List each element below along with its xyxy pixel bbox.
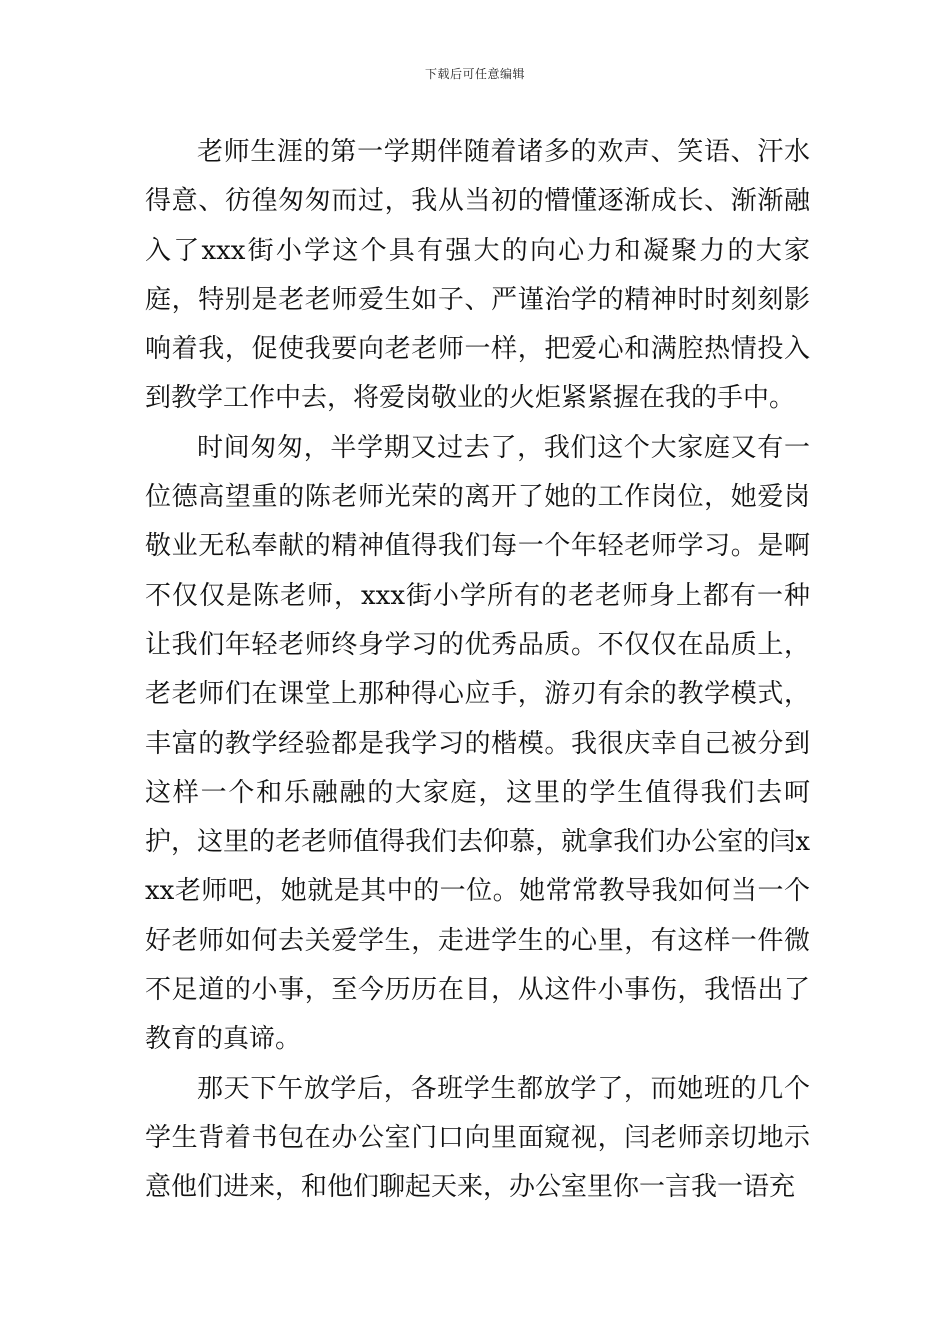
paragraph-1: 老师生涯的第一学期伴随着诸多的欢声、笑语、汗水得意、彷徨匆匆而过，我从当初的懵懂逐渐成长、渐渐融入了xxx街小学这个具有强大的向心力和凝聚力的大家庭，特别是老老师爱生如子、严谨治学的精神时时刻刻影响着我，促使我要向老老师一样，把爱心和满腔热情投入到教学工作中去，将爱岗敬业的火炬紧紧握在我的手中。	[145, 137, 810, 414]
document-body	[145, 128, 810, 1213]
paragraph-3: 那天下午放学后，各班学生都放学了，而她班的几个学生背着书包在办公室门口向里面窥视，闫老师亲切地示意他们进来，和他们聊起天来，办公室里你一言我一语充	[145, 1073, 810, 1203]
header-note: 下载后可任意编辑	[424, 67, 525, 81]
paragraph-2: 时间匆匆，半学期又过去了，我们这个大家庭又有一位德高望重的陈老师光荣的离开了她的工作岗位，她爱岗敬业无私奉献的精神值得我们每一个年轻老师学习。是啊不仅仅是陈老师，xxx街小学所有的老老师身上都有一种让我们年轻老师终身学习的优秀品质。不仅仅在品质上，老老师们在课堂上那种得心应手，游刃有余的教学模式，丰富的教学经验都是我学习的楷模。我很庆幸自己被分到这样一个和乐融融的大家庭，这里的学生值得我们去呵护，这里的老老师值得我们去仰慕，就拿我们办公室的闫xxx老师吧，她就是其中的一位。她常常教导我如何当一个好老师如何去关爱学生，走进学生的心里，有这样一件微不足道的小事，至今历历在目，从这件小事伤，我悟出了教育的真谛。	[145, 432, 810, 1055]
